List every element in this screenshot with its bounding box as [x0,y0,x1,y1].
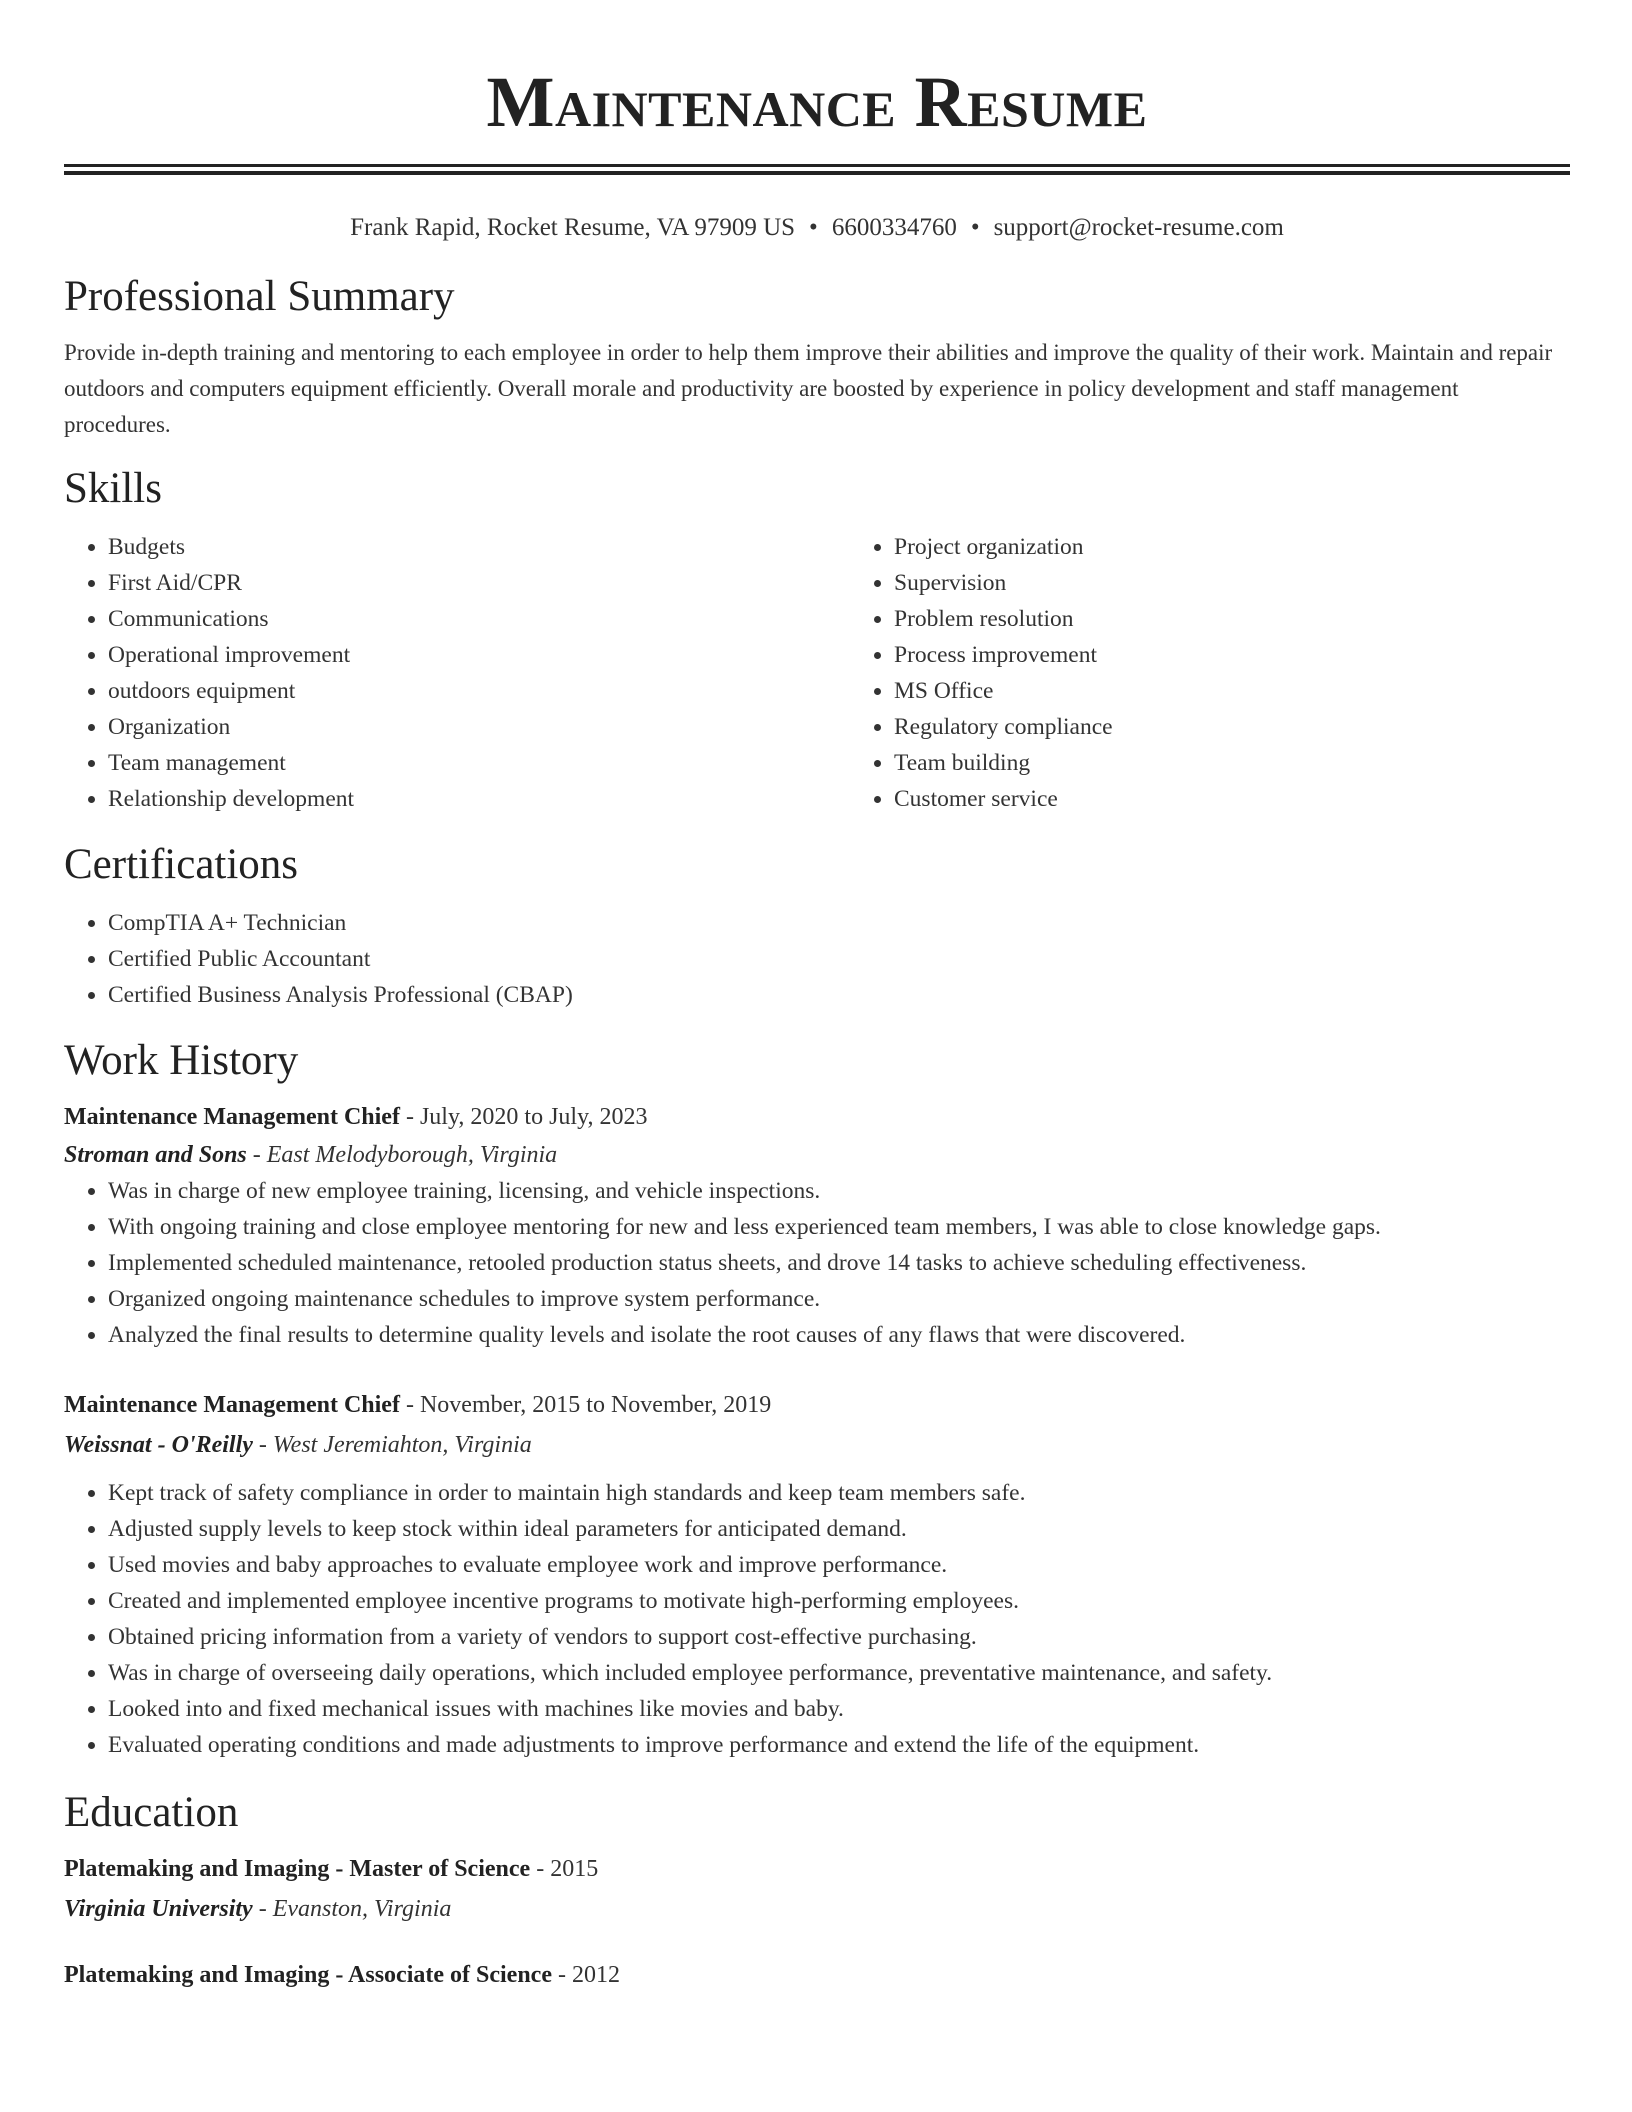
job-bullet: • Organized ongoing maintenance schedules to improve system performance. [108,1281,1570,1317]
skill-item: • Communications [108,601,850,637]
contact-separator: • [970,214,980,241]
skill-item: • Supervision [894,565,1632,601]
education-school: Virginia University [64,1896,253,1922]
skills-list-right [850,529,1632,817]
skill-item: • Project organization [894,529,1632,565]
summary-heading: Professional Summary [64,273,455,320]
work-history-section [64,1035,1570,1763]
job-bullet: • With ongoing training and close employee mentoring for new and less experienced team members, I was able to close knowledge gaps. [108,1209,1570,1245]
certifications-heading: Certifications [64,841,299,888]
job-bullet: • Looked into and fixed mechanical issues with machines like movies and baby. [108,1691,1570,1727]
education-degree-line: Platemaking and Imaging - Master of Science - 2015 [64,1856,599,1882]
skill-item: • Team management [108,745,850,781]
job-entry [64,1099,1570,1353]
skill-item: • Team building [894,745,1632,781]
job-company: Weissnat - O'Reilly [64,1432,253,1458]
education-degree: Platemaking and Imaging - Master of Science [64,1856,531,1882]
contact-email: support@rocket-resume.com [993,214,1284,241]
job-company: Stroman and Sons [64,1142,247,1168]
education-degree: Platemaking and Imaging - Associate of Science [64,1962,552,1988]
education-location: Evanston, Virginia [272,1896,452,1922]
certification-item: • Certified Public Accountant [108,941,1570,977]
skill-item: • Budgets [108,529,850,565]
job-bullet: • Evaluated operating conditions and made adjustments to improve performance and extend the life of the equipment. [108,1727,1570,1763]
skill-item: • Regulatory compliance [894,709,1632,745]
work-history-heading: Work History [64,1037,299,1084]
job-location: West Jeremiahton, Virginia [272,1432,532,1458]
skill-item: • Process improvement [894,637,1632,673]
job-title: Maintenance Management Chief [64,1392,400,1418]
skill-item: • Relationship development [108,781,850,817]
resume-title: Maintenance Resume [486,62,1148,142]
skills-section [64,463,1570,817]
job-title: Maintenance Management Chief [64,1104,400,1130]
skill-item: • Customer service [894,781,1632,817]
contact-phone: 6600334760 [831,214,957,241]
education-year: 2015 [550,1856,599,1882]
skill-item: • Organization [108,709,850,745]
skill-item: • MS Office [894,673,1632,709]
job-entry [64,1387,1570,1763]
job-bullet: • Used movies and baby approaches to evaluate employee work and improve performance. [108,1547,1570,1583]
job-bullets [64,1173,1570,1353]
job-location: East Melodyborough, Virginia [266,1142,558,1168]
job-bullet: • Was in charge of new employee training, licensing, and vehicle inspections. [108,1173,1570,1209]
job-title-line: Maintenance Management Chief - November, 2015 to November, 2019 [64,1392,772,1418]
skills-list-left [64,529,850,817]
contact-separator: • [809,214,818,241]
skills-columns [64,529,1570,817]
education-year: 2012 [571,1962,620,1988]
education-section [64,1787,1570,1993]
skill-item: • outdoors equipment [108,673,850,709]
job-dates: November, 2015 to November, 2019 [419,1392,772,1418]
skill-item: • Operational improvement [108,637,850,673]
summary-text: Provide in-depth training and mentoring to each employee in order to help them improve their abilities and improve the quality of their work. Maintain and repair outdoors and computers equipment efficiently. Overall morale and productivity are boosted by experience in policy development and staff management procedures. [64,340,1553,437]
skills-heading: Skills [64,465,162,512]
job-bullets [64,1475,1570,1763]
certification-item: • Certified Business Analysis Professional (CBAP) [108,977,1570,1013]
resume-page [64,0,1570,1993]
skill-item: • Problem resolution [894,601,1632,637]
job-company-line: Stroman and Sons - East Melodyborough, Virginia [64,1142,558,1168]
education-entry [64,1957,1570,1993]
job-company-line: Weissnat - O'Reilly - West Jeremiahton, Virginia [64,1432,532,1458]
job-dates: July, 2020 to July, 2023 [419,1104,648,1130]
certifications-list [64,905,1570,1013]
summary-section [64,271,1570,443]
job-bullet: • Analyzed the final results to determine quality levels and isolate the root causes of any flaws that were discovered. [108,1317,1570,1353]
job-bullet: • Created and implemented employee incentive programs to motivate high-performing employees. [108,1583,1570,1619]
job-bullet: • Implemented scheduled maintenance, retooled production status sheets, and drove 14 tasks to achieve scheduling effectiveness. [108,1245,1570,1281]
education-school-line: Virginia University - Evanston, Virginia [64,1896,452,1922]
job-bullet: • Kept track of safety compliance in order to maintain high standards and keep team members safe. [108,1475,1570,1511]
title-divider [64,164,1570,175]
job-bullet: • Was in charge of overseeing daily operations, which included employee performance, preventative maintenance, and safety. [108,1655,1570,1691]
education-heading: Education [64,1789,239,1836]
certification-item: • CompTIA A+ Technician [108,905,1570,941]
job-bullet: • Obtained pricing information from a variety of vendors to support cost-effective purchasing. [108,1619,1570,1655]
certifications-section [64,839,1570,1013]
education-degree-line: Platemaking and Imaging - Associate of Science - 2012 [64,1962,620,1988]
job-title-line: Maintenance Management Chief - July, 2020 to July, 2023 [64,1104,648,1130]
job-bullet: • Adjusted supply levels to keep stock within ideal parameters for anticipated demand. [108,1511,1570,1547]
contact-address: Frank Rapid, Rocket Resume, VA 97909 US [350,214,796,241]
contact-line [64,213,1570,243]
education-entry [64,1851,1570,1927]
skill-item: • First Aid/CPR [108,565,850,601]
